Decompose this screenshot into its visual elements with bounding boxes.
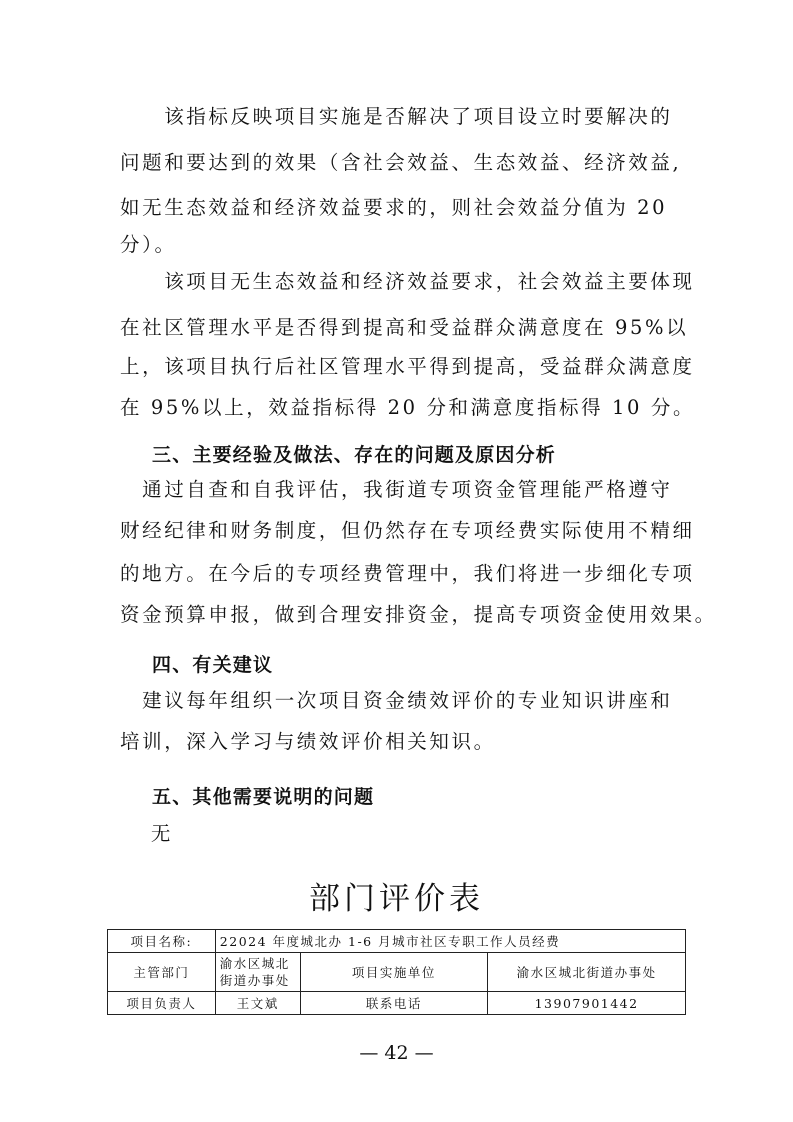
paragraph-line: 在社区管理水平是否得到提高和受益群众满意度在 95%以: [120, 316, 689, 339]
paragraph-line: 该指标反映项目实施是否解决了项目设立时要解决的: [120, 105, 673, 128]
paragraph-line: 问题和要达到的效果（含社会效益、生态效益、经济效益,: [120, 151, 682, 174]
table-cell-label: 项目名称:: [108, 930, 216, 953]
table-title: 部门评价表: [309, 881, 484, 917]
paragraph-line: 通过自查和自我评估，我街道专项资金管理能严格遵守: [120, 478, 673, 501]
table-cell-value: 22024 年度城北办 1-6 月城市社区专职工作人员经费: [215, 930, 685, 953]
section-heading-4: 四、有关建议: [152, 654, 274, 676]
paragraph-line: 培训，深入学习与绩效评价相关知识。: [120, 730, 496, 753]
table-cell-label: 主管部门: [108, 953, 216, 992]
paragraph-line: 在 95%以上，效益指标得 20 分和满意度指标得 10 分。: [120, 396, 696, 419]
paragraph-line: 财经纪律和财务制度，但仍然存在专项经费实际使用不精细: [120, 519, 695, 542]
paragraph-line: 资金预算申报，做到合理安排资金，提高专项资金使用效果。: [120, 603, 717, 626]
paragraph-line: 上，该项目执行后社区管理水平得到提高，受益群众满意度: [120, 355, 695, 378]
paragraph-line: 无: [120, 822, 173, 845]
section-heading-5: 五、其他需要说明的问题: [152, 786, 375, 808]
table-cell-label: 项目负责人: [108, 992, 216, 1015]
paragraph-line: 如无生态效益和经济效益要求的，则社会效益分值为 20: [120, 196, 668, 219]
table-cell-label: 项目实施单位: [300, 953, 488, 992]
table-cell-label: 联系电话: [300, 992, 488, 1015]
paragraph-line: 分）。: [120, 233, 177, 256]
paragraph-line: 该项目无生态效益和经济效益要求，社会效益主要体现: [120, 270, 695, 293]
table-cell-value: 王文斌: [215, 992, 300, 1015]
page-number: — 42 —: [359, 1042, 434, 1064]
table-row: [108, 953, 686, 992]
paragraph-line: 建议每年组织一次项目资金绩效评价的专业知识讲座和: [120, 689, 673, 712]
table-row: [108, 930, 686, 953]
table-cell-value: 渝水区城北街道办事处: [215, 953, 300, 992]
paragraph-line: 的地方。在今后的专项经费管理中，我们将进一步细化专项: [120, 562, 695, 585]
section-heading-3: 三、主要经验及做法、存在的问题及原因分析: [152, 444, 557, 466]
evaluation-table: [107, 929, 686, 1015]
table-cell-value: 渝水区城北街道办事处: [488, 953, 686, 992]
table-row: [108, 992, 686, 1015]
table-cell-value: 13907901442: [488, 992, 686, 1015]
